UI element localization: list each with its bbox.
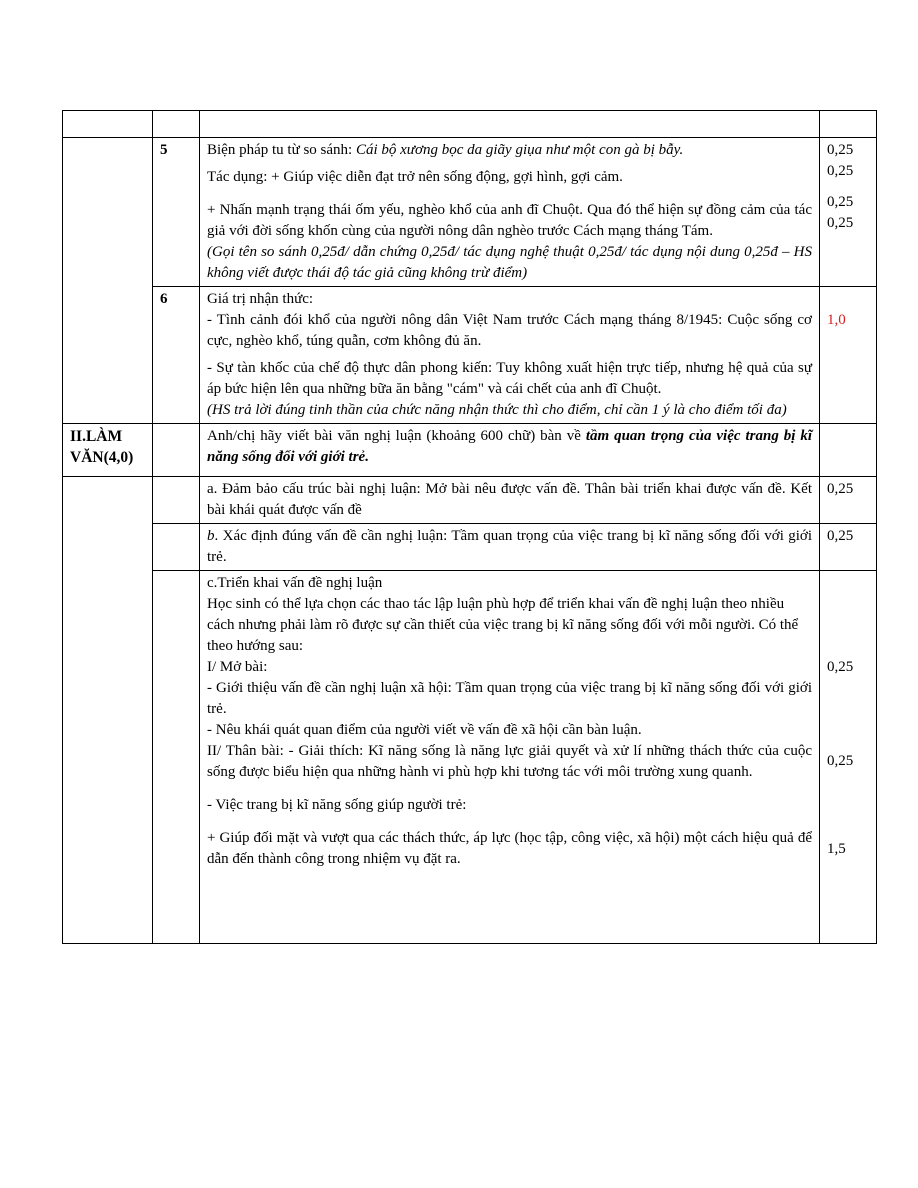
part-cell — [63, 111, 153, 138]
number-cell — [153, 111, 200, 138]
score-value: 0,25 — [827, 753, 854, 769]
part2-topic: tầm quan trọng của việc trang bị kĩ năng sống đối với giới trẻ. — [207, 428, 812, 465]
question-number: 5 — [153, 138, 200, 287]
number-cell — [153, 477, 200, 524]
number-cell — [153, 524, 200, 571]
score-cell — [820, 424, 877, 477]
score-value: 0,25 — [827, 163, 854, 179]
q5-effect1: Tác dụng: + Giúp việc diễn đạt trở nên sống động, gợi hình, gợi cảm. — [207, 169, 623, 185]
criterion-c — [200, 571, 820, 944]
score-value: 1,5 — [827, 841, 846, 857]
number-cell — [153, 571, 200, 944]
q6-heading: Giá trị nhận thức: — [207, 291, 314, 307]
c-scores — [820, 571, 877, 944]
q5-effect2: + Nhấn mạnh trạng thái ốm yếu, nghèo khổ của anh đĩ Chuột. Qua đó thể hiện sự đồng cảm của tác giả với đời sống khốn cùng của người nông dân nghèo trước Cách mạng tháng Tám. — [207, 202, 812, 239]
c-open1: - Giới thiệu vấn đề cần nghị luận xã hội: Tầm quan trọng của việc trang bị kĩ năng sống đối với giới trẻ. — [207, 680, 812, 717]
grading-table — [62, 110, 877, 944]
q5-note: (Gọi tên so sánh 0,25đ/ dẫn chứng 0,25đ/ tác dụng nghệ thuật 0,25đ/ tác dụng nội dung 0,25đ – HS không viết được thái độ tác giả cũng không trừ điểm) — [207, 244, 812, 281]
table-row-a — [63, 477, 877, 524]
table-row-q5 — [63, 138, 877, 287]
c-body: II/ Thân bài: - Giải thích: Kĩ năng sống là năng lực giải quyết và xử lí những thách thức của cuộc sống được biểu hiện qua những hành vi phù hợp khi tương tác với môi trường xung quanh. — [207, 743, 812, 780]
q5-quote: Cái bộ xương bọc da giãy giụa như một con gà bị bẫy. — [355, 142, 684, 158]
q6-content — [200, 287, 820, 424]
table-row-c — [63, 571, 877, 944]
c-benefit-head: - Việc trang bị kĩ năng sống giúp người trẻ: — [207, 797, 467, 813]
score-value: 0,25 — [827, 659, 854, 675]
table-row-empty — [63, 111, 877, 138]
c-intro: Học sinh có thể lựa chọn các thao tác lập luận phù hợp để triển khai vấn đề nghị luận theo nhiều cách nhưng phải làm rõ được sự cần thiết của việc trang bị kĩ năng sống đối với mỗi người. Có thể theo hướng sau: — [207, 596, 799, 654]
q6-score-cell — [820, 287, 877, 424]
criterion-b: b. Xác định đúng vấn đề cần nghị luận: Tầm quan trọng của việc trang bị kĩ năng sống đối với giới trẻ. — [200, 524, 820, 571]
score-value: 0,25 — [820, 524, 877, 571]
part2-prompt: Anh/chị hãy viết bài văn nghị luận (khoảng 600 chữ) bàn về tầm quan trọng của việc trang bị kĩ năng sống đối với giới trẻ. — [200, 424, 820, 477]
table-row-q6 — [63, 287, 877, 424]
q5-sentence1: Biện pháp tu từ so sánh: Cái bộ xương bọc da giãy giụa như một con gà bị bẫy. — [207, 142, 684, 158]
score-value: 0,25 — [827, 142, 854, 158]
q6-point1: - Tình cảnh đói khổ của người nông dân Việt Nam trước Cách mạng tháng 8/1945: Cuộc sống cơ cực, nghèo khổ, túng quẫn, cơm không đủ ăn. — [207, 312, 812, 349]
content-cell — [200, 111, 820, 138]
c-open2: - Nêu khái quát quan điểm của người viết về vấn đề xã hội cần bàn luận. — [207, 722, 642, 738]
score-value: 0,25 — [820, 477, 877, 524]
criterion-a: a. Đảm bảo cấu trúc bài nghị luận: Mở bài nêu được vấn đề. Thân bài triển khai được vấn đề. Kết bài khái quát được vấn đề — [200, 477, 820, 524]
q6-note: (HS trả lời đúng tinh thần của chức năng nhận thức thì cho điểm, chỉ cần 1 ý là cho điểm tối đa) — [207, 402, 787, 418]
score-value: 0,25 — [827, 194, 854, 210]
c-open-label: I/ Mở bài: — [207, 659, 268, 675]
part-cell — [63, 477, 153, 944]
number-cell — [153, 424, 200, 477]
part-cell — [63, 138, 153, 424]
question-number: 6 — [153, 287, 200, 424]
c-heading: c.Triển khai vấn đề nghị luận — [207, 575, 383, 591]
score-cell — [820, 111, 877, 138]
q5-content — [200, 138, 820, 287]
score-value: 0,25 — [827, 215, 854, 231]
q5-scores — [820, 138, 877, 287]
score-value: 1,0 — [827, 312, 846, 328]
q6-point2: - Sự tàn khốc của chế độ thực dân phong kiến: Tuy không xuất hiện trực tiếp, nhưng hệ quả của sự áp bức hiện lên qua những bữa ăn bằng "cám" và cái chết của anh đĩ Chuột. — [207, 360, 812, 397]
c-benefit1: + Giúp đối mặt và vượt qua các thách thức, áp lực (học tập, công việc, xã hội) một cách hiệu quả để dẫn đến thành công trong nhiệm vụ đặt ra. — [207, 830, 812, 867]
table-row-b — [63, 524, 877, 571]
table-row-part2 — [63, 424, 877, 477]
part-label: II.LÀM VĂN(4,0) — [63, 424, 153, 477]
